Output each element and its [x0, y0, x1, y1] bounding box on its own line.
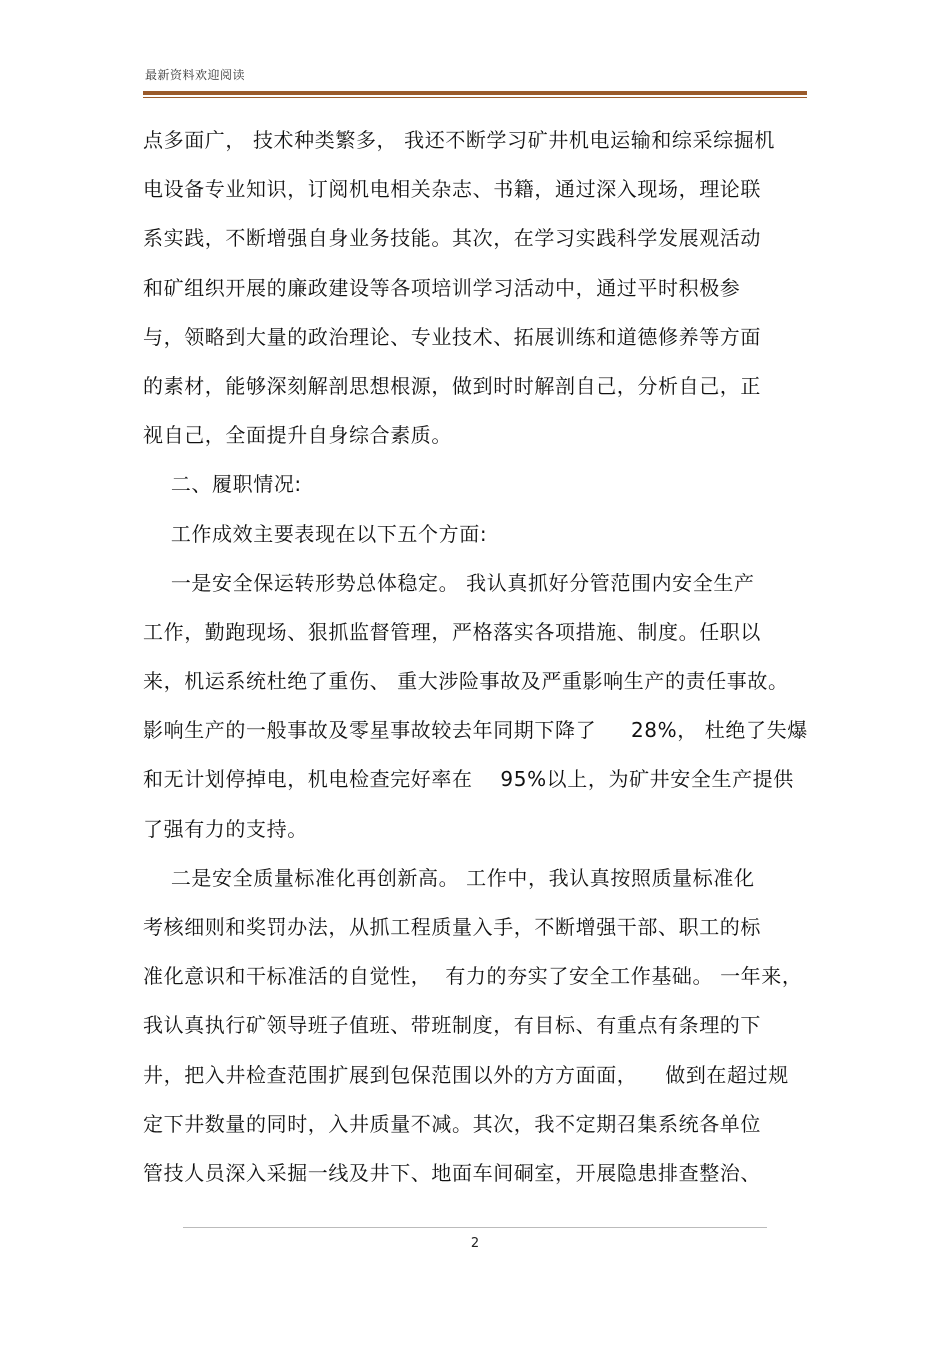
text-line: 一是安全保运转形势总体稳定。 我认真抓好分管范围内安全生产	[143, 570, 755, 595]
text-line: 来，机运系统杜绝了重伤、 重大涉险事故及严重影响生产的责任事故。	[143, 669, 789, 694]
text-line: 准化意识和干标准活的自觉性， 有力的夯实了安全工作基础。 一年来，	[143, 964, 803, 989]
text-line: 二是安全质量标准化再创新高。 工作中，我认真按照质量标准化	[143, 865, 755, 890]
text-line: 与，领略到大量的政治理论、专业技术、拓展训练和道德修养等方面	[143, 324, 761, 349]
text-line: 系实践，不断增强自身业务技能。其次，在学习实践科学发展观活动	[143, 226, 761, 251]
text-line: 和无计划停掉电，机电检查完好率在 95%以上，为矿井安全生产提供	[143, 767, 794, 792]
text-line: 点多面广， 技术种类繁多， 我还不断学习矿井机电运输和综采综掘机	[143, 128, 775, 152]
text-line: 管技人员深入采掘一线及井下、地面车间硐室，开展隐患排查整治、	[143, 1160, 761, 1185]
text-line: 和矿组织开展的廉政建设等各项培训学习活动中，通过平时积极参	[143, 275, 741, 300]
body-text	[143, 116, 807, 1198]
text-line: 井，把入井检查范围扩展到包保范围以外的方方面面， 做到在超过规	[143, 1062, 789, 1087]
header-divider-thin	[143, 97, 807, 98]
header-divider	[143, 91, 807, 95]
text-line: 我认真执行矿领导班子值班、带班制度，有目标、有重点有条理的下	[143, 1013, 761, 1038]
text-line: 影响生产的一般事故及零星事故较去年同期下降了 28%， 杜绝了失爆	[143, 718, 808, 743]
text-line: 定下井数量的同时，入井质量不减。其次，我不定期召集系统各单位	[143, 1111, 761, 1136]
text-line: 工作成效主要表现在以下五个方面:	[143, 521, 488, 546]
text-line: 电设备专业知识，订阅机电相关杂志、书籍，通过深入现场，理论联	[143, 177, 761, 202]
text-line: 考核细则和奖罚办法，从抓工程质量入手，不断增强干部、职工的标	[143, 915, 761, 939]
page-number: 2	[470, 1236, 480, 1251]
header-title: 最新资料欢迎阅读	[145, 68, 246, 82]
section-heading: 二、履职情况:	[143, 472, 302, 497]
footer-divider	[183, 1227, 767, 1228]
text-line: 的素材，能够深刻解剖思想根源，做到时时解剖自己，分析自己，正	[143, 373, 761, 398]
text-line: 了强有力的支持。	[143, 816, 308, 841]
text-line: 工作，勤跑现场、狠抓监督管理，严格落实各项措施、制度。任职以	[143, 619, 761, 644]
text-line: 视自己，全面提升自身综合素质。	[143, 423, 452, 448]
